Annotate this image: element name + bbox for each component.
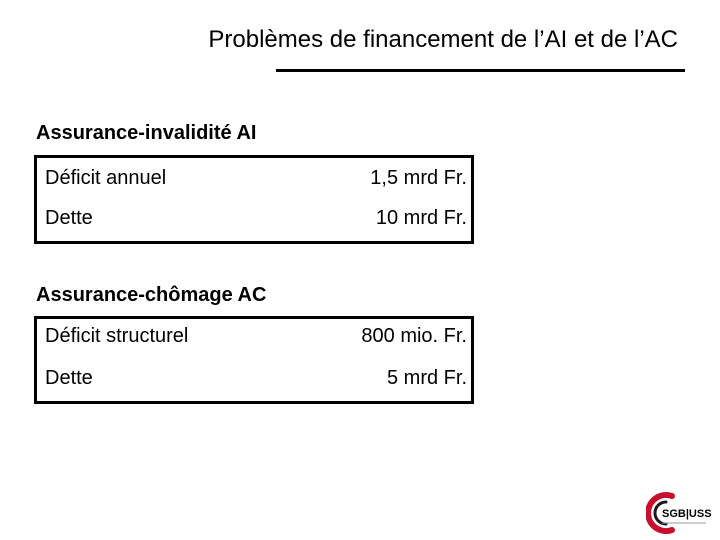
logo-graphic [646,492,712,534]
title-underline [276,69,685,72]
section-heading-ac: Assurance-chômage AC [36,284,267,306]
section-box-ai [34,155,474,244]
row-value: 5 mrd Fr. [386,367,467,389]
svg-text:SGB|USS: SGB|USS [662,508,712,520]
sgb-uss-logo-icon [646,492,712,534]
section-box-ac [34,316,474,404]
row-value: 10 mrd Fr. [375,207,467,229]
row-label: Dette [45,207,93,229]
row-label: Déficit structurel [45,325,189,347]
row-value: 800 mio. Fr. [361,325,467,347]
row-label: Dette [45,367,93,389]
section-heading-ai: Assurance-invalidité AI [36,122,257,144]
row-value: 1,5 mrd Fr. [370,167,467,189]
row-label: Déficit annuel [45,167,167,189]
slide-title: Problèmes de financement de l’AI et de l’AC [208,26,678,53]
